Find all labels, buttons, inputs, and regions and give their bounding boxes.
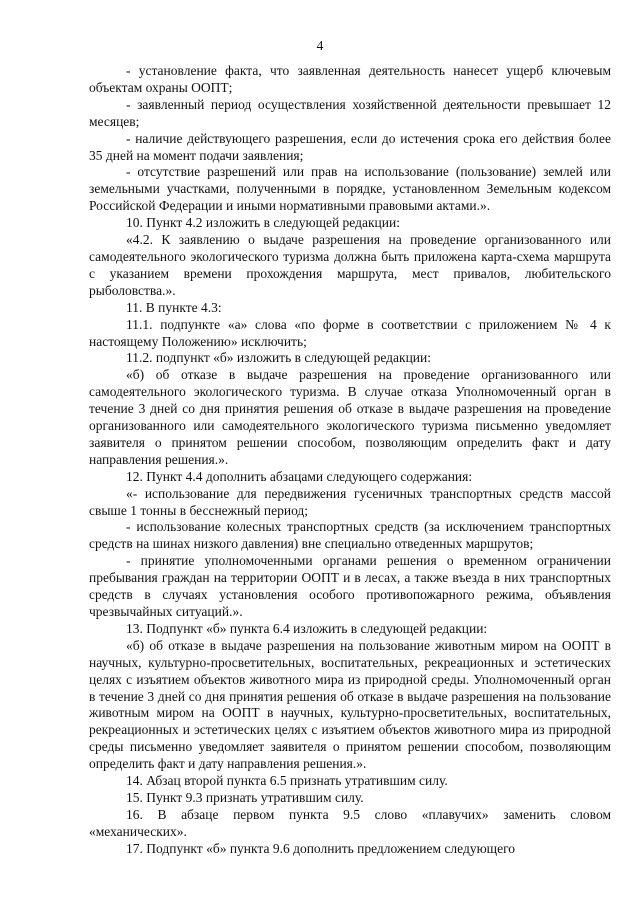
page-number: 4 [316, 38, 324, 53]
paragraph-18: 15. Пункт 9.3 признать утратившим силу. [126, 789, 364, 805]
paragraph-5: 10. Пункт 4.2 изложить в следующей редакции: [126, 215, 400, 231]
paragraph-13: - использование колесных транспортных средств (за исключением транспортных средств на шинах низкого давления) вне специально отведенных маршрутов; [89, 519, 611, 552]
paragraph-9: 11.2. подпункт «б» изложить в следующей редакции: [126, 350, 432, 366]
paragraph-17: 14. Абзац второй пункта 6.5 признать утратившим силу. [126, 773, 448, 789]
paragraph-20: 17. Подпункт «б» пункта 9.6 дополнить предложением следующего [126, 840, 516, 856]
paragraph-2: - заявленный период осуществления хозяйственной деятельности превышает 12 месяцев; [89, 96, 611, 129]
paragraph-8: 11.1. подпункте «а» слова «по форме в соответствии с приложением № 4 к настоящему Положению» исключить; [89, 316, 611, 349]
paragraph-10: «б) об отказе в выдаче разрешения на проведение организованного или самодеятельного экологического туризма. В случае отказа Уполномоченный орган в течение 3 дней со дня принятия решения об отказе в выдаче разрешения на проведение организованного или самодеятельного экологического туризма письменно уведомляет заявителя о принятом решении способом, позволяющим определить факт и дату направления решения.». [89, 367, 611, 467]
paragraph-11: 12. Пункт 4.4 дополнить абзацами следующего содержания: [126, 468, 473, 484]
paragraph-1: - установление факта, что заявленная деятельность нанесет ущерб ключевым объектам охраны ООПТ; [89, 63, 611, 95]
document-body [89, 63, 611, 858]
paragraph-6: «4.2. К заявлению о выдаче разрешения на проведение организованного или самодеятельного экологического туризма должна быть приложена карта-схема маршрута с указанием времени прохождения маршрута, мест привалов, любительского рыболовства.». [89, 232, 611, 298]
paragraph-16: «б) об отказе в выдаче разрешения на пользование животным миром на ООПТ в научных, культурно-просветительных, воспитательных, рекреационных и эстетических целях с изъятием объектов животного мира из природной среды. Уполномоченный орган в течение 3 дней со дня принятия решения об отказе в выдаче разрешения на пользование животным миром на ООПТ в научных, культурно-просветительных, воспитательных, рекреационных и эстетических целях с изъятием объектов животного мира из природной среды письменно уведомляет заявителя о принятом решении способом, позволяющим определить факт и дату направления решения.». [89, 637, 611, 772]
paragraph-7: 11. В пункте 4.3: [126, 299, 222, 315]
paragraph-14: - принятие уполномоченными органами решения о временном ограничении пребывания граждан на территории ООПТ и в лесах, а также въезда в них транспортных средств в случаях установления особого противопожарного режима, объявления чрезвычайных ситуаций.». [89, 553, 611, 619]
paragraph-4: - отсутствие разрешений или прав на использование (пользование) землей или земельными участками, полученными в порядке, установленном Земельным кодексом Российской Федерации и иными нормативными правовыми актами.». [89, 164, 611, 214]
paragraph-15: 13. Подпункт «б» пункта 6.4 изложить в следующей редакции: [126, 620, 488, 636]
paragraph-3: - наличие действующего разрешения, если до истечения срока его действия более 35 дней на момент подачи заявления; [89, 130, 611, 163]
paragraph-19: 16. В абзаце первом пункта 9.5 слово «плавучих» заменить словом «механических». [89, 806, 611, 839]
paragraph-12: «- использование для передвижения гусеничных транспортных средств массой свыше 1 тонны в бесснежный период; [89, 485, 611, 518]
